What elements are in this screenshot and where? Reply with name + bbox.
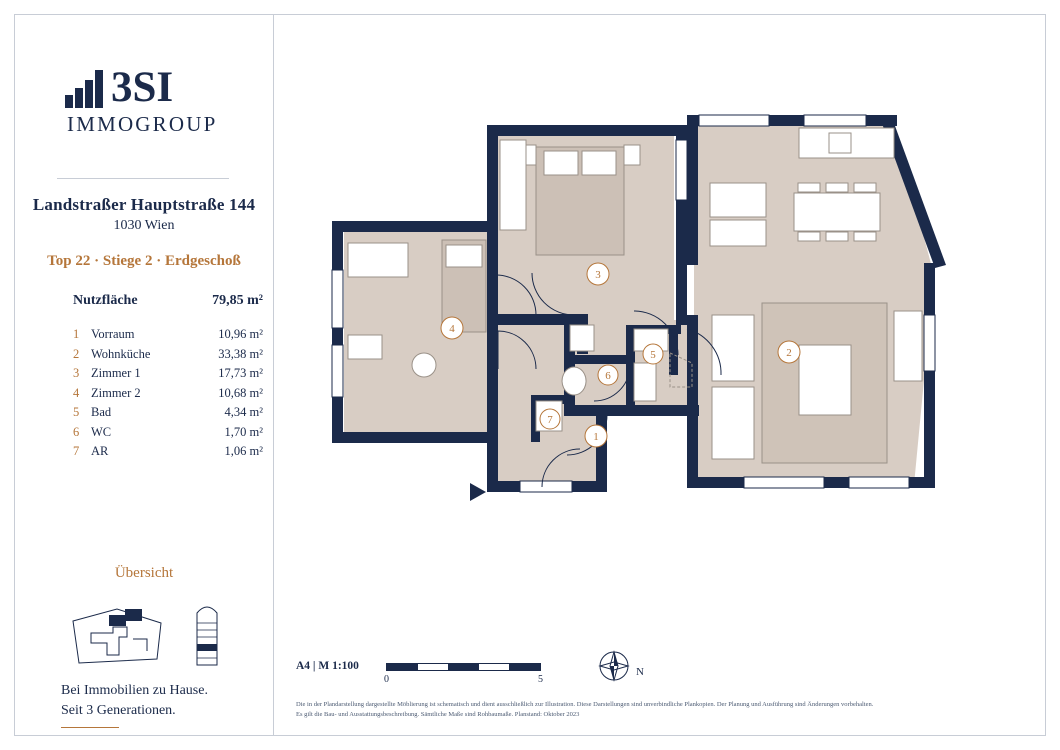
room-area: 17,73 m²	[218, 366, 263, 380]
room-name: Bad	[91, 405, 112, 419]
room-marker-6	[598, 365, 618, 385]
address-city: 1030 Wien	[113, 218, 175, 233]
floorplan-drawing	[274, 15, 1046, 645]
scale-min-label: 0	[384, 674, 389, 685]
disclaimer	[296, 700, 1036, 720]
room-area: 1,06 m²	[224, 444, 263, 458]
room-area: 1,70 m²	[224, 424, 263, 439]
room-marker-3	[587, 263, 609, 285]
tagline-line-2: Seit 3 Generationen.	[61, 703, 176, 718]
room-number: 3	[73, 366, 80, 380]
room-name: Vorraum	[91, 327, 135, 341]
room-marker-2	[778, 341, 800, 363]
room-number: 7	[73, 444, 80, 458]
list-item	[73, 366, 263, 386]
info-panel	[15, 15, 273, 735]
room-number: 6	[73, 424, 80, 439]
scale-label: A4 | M 1:100	[296, 660, 359, 672]
room-number: 5	[73, 405, 80, 419]
overview-graphics	[57, 593, 237, 673]
building-elevation-icon	[197, 607, 217, 665]
unit-info: Top 22 · Stiege 2 · Erdgeschoß	[47, 253, 241, 269]
room-name: Wohnküche	[91, 346, 151, 361]
room-marker-1	[585, 425, 607, 447]
divider-under-logo	[57, 178, 229, 179]
list-item	[73, 347, 263, 367]
entrance-arrow-icon	[470, 483, 486, 501]
room-marker-label: 4	[449, 323, 455, 335]
plan-panel	[274, 15, 1046, 735]
room-number: 2	[73, 346, 80, 361]
room-area: 33,38 m²	[218, 346, 263, 361]
room-name: AR	[91, 444, 109, 458]
room-marker-label: 2	[786, 347, 792, 359]
room-marker-label: 1	[593, 431, 599, 443]
scale-max-label: 5	[538, 674, 543, 685]
list-item	[73, 444, 263, 464]
property-address	[15, 195, 273, 234]
address-street: Landstraßer Hauptstraße 144	[32, 195, 256, 214]
room-marker-label: 7	[547, 414, 553, 426]
room-marker-label: 6	[605, 370, 611, 382]
room-name: Zimmer 2	[91, 385, 141, 400]
total-area	[73, 293, 263, 309]
room-name: WC	[91, 424, 112, 439]
room-number: 4	[73, 385, 80, 400]
room-area: 10,68 m²	[218, 385, 263, 400]
tagline-rule	[61, 727, 119, 728]
disclaimer-line-2: Es gilt die Bau- und Ausstattungsbeschreibung. Sämtliche Maße sind Rohbaumaße. Planstand: Oktober 2023	[296, 711, 580, 718]
total-area-value: 79,85 m²	[212, 293, 263, 308]
brand-subtitle: IMMOGROUP	[67, 112, 218, 136]
room-marker-4	[441, 317, 463, 339]
room-marker-5	[643, 344, 663, 364]
room-area: 10,96 m²	[218, 327, 263, 341]
room-marker-label: 5	[650, 349, 656, 361]
room-area: 4,34 m²	[224, 405, 263, 419]
plan-footer	[274, 630, 1046, 735]
list-item	[73, 405, 263, 425]
brand-name: 3SI	[111, 64, 174, 111]
list-item	[73, 386, 263, 406]
floorplan-svg	[274, 15, 1046, 645]
site-plan-icon	[57, 593, 237, 673]
room-number: 1	[73, 327, 80, 341]
list-item	[73, 327, 263, 347]
list-item	[73, 425, 263, 445]
room-marker-7	[540, 409, 560, 429]
room-list	[73, 327, 263, 464]
brand-tagline	[61, 681, 271, 721]
scale-bar	[386, 663, 541, 671]
room-marker-label: 3	[595, 269, 601, 281]
compass-north-label: N	[636, 666, 644, 678]
compass-icon	[592, 642, 652, 690]
bar-chart-logo-icon	[65, 70, 105, 108]
brand-logo	[65, 60, 245, 137]
disclaimer-line-1: Die in der Plandarstellung dargestellte Möblierung ist schematisch und dient ausschließlich zur Illustration. Diese Darstellungen sind unverbindliche Plankopien. Der Planung und Ausführung sind Änderungen vorbehalten.	[296, 701, 874, 708]
overview-title: Übersicht	[114, 565, 174, 581]
room-name: Zimmer 1	[91, 366, 141, 380]
total-area-label: Nutzfläche	[73, 293, 138, 308]
tagline-line-1: Bei Immobilien zu Hause.	[61, 683, 208, 698]
